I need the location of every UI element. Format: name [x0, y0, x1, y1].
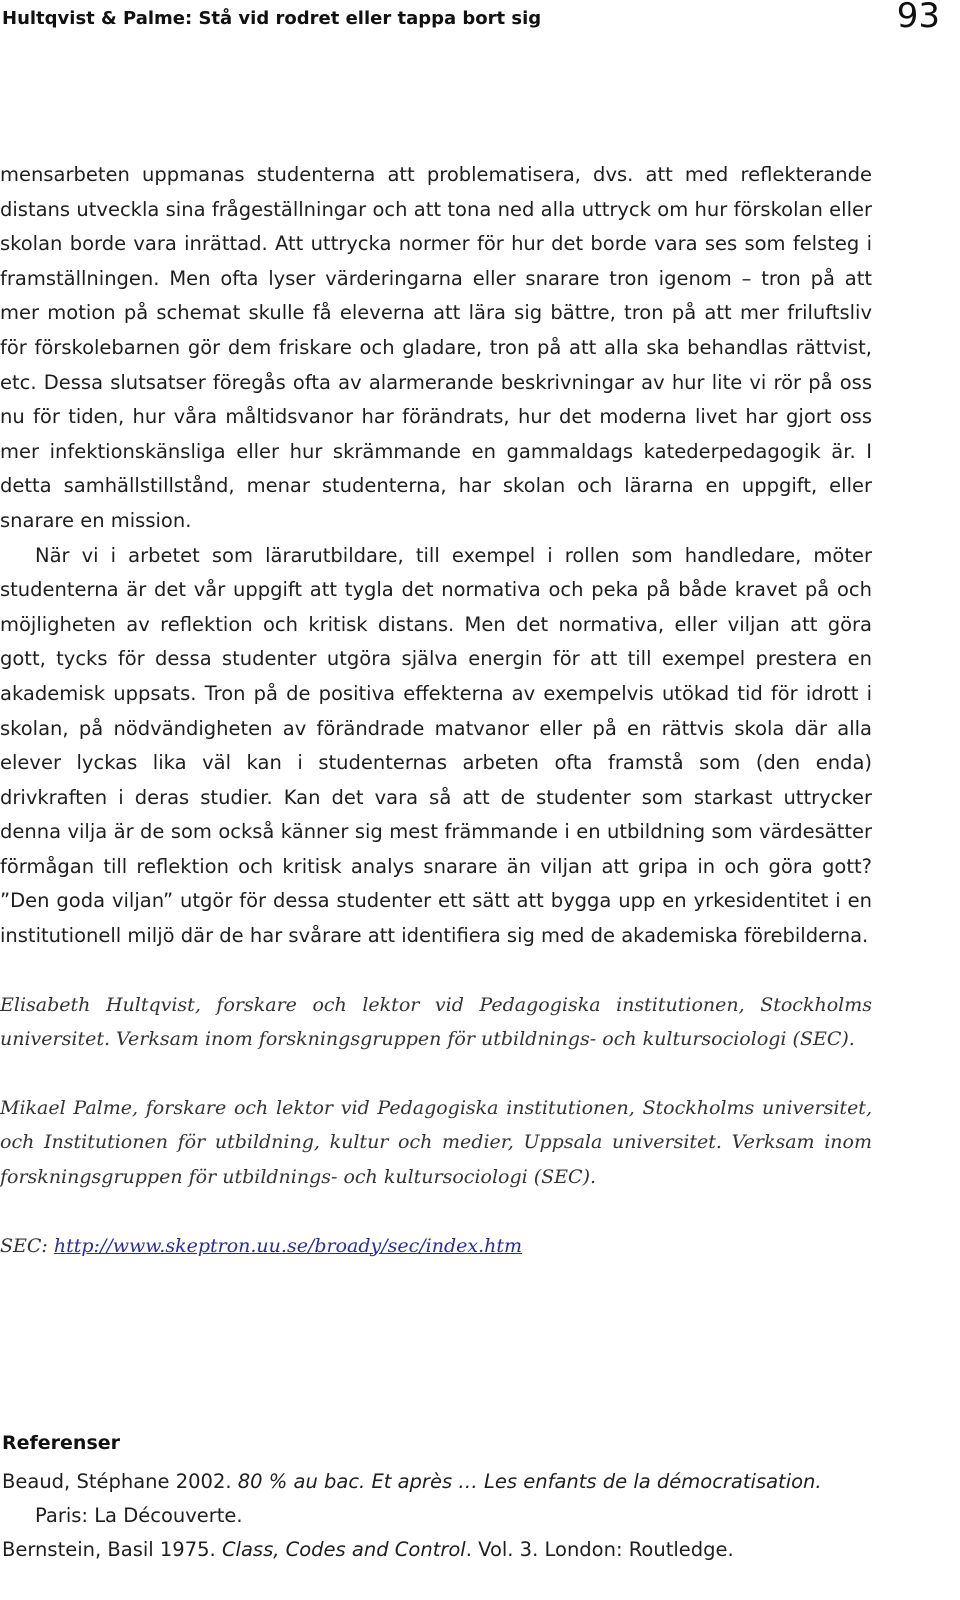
reference-publisher: . Vol. 3. London: Routledge. [465, 1538, 734, 1561]
reference-item [2, 1465, 872, 1533]
body-paragraph-1: mensarbeten uppmanas studenterna att problematisera, dvs. att med reflekterande distans utveckla sina frågeställningar och att tona ned alla uttryck om hur förskolan eller skolan borde vara inrättad. Att uttrycka normer för hur det borde vara ses som felsteg i framställningen. Men ofta lyser värderingarna eller snarare tron igenom – tron på att mer motion på schemat skulle få eleverna att lära sig bättre, tron på att mer friluftsliv för förskolebarnen gör dem friskare och gladare, tron på att alla ska behandlas rättvist, etc. Dessa slutsatser föregås ofta av alarmerande beskrivningar av hur lite vi rör på oss nu för tiden, hur våra måltidsvanor har förändrats, hur det moderna livet har gjort oss mer infektionskänsliga eller hur skrämmande en gammaldags katederpedagogik är. I detta samhällstillstånd, menar studenterna, har skolan och lärarna en uppgift, eller snarare en mission. [0, 163, 872, 532]
reference-publisher: Paris: La Découverte. [35, 1504, 243, 1527]
author-bio-palme: Mikael Palme, forskare och lektor vid Pedagogiska institutionen, Stockholms universitet, och Institutionen för utbildning, kultur och medier, Uppsala universitet. Verksam inom forskningsgruppen för utbildnings- och kultursociologi (SEC). [0, 1096, 872, 1189]
body-paragraph-2: När vi i arbetet som lärarutbildare, till exempel i rollen som handledare, möter studenterna är det vår uppgift att tygla det normativa och peka på både kravet på och möjligheten av reflektion och kritisk distans. Men det normativa, eller viljan att göra gott, tycks för dessa studenter utgöra själva energin för att till exempel prestera en akademisk uppsats. Tron på de positiva effekterna av exempelvis utökad tid för idrott i skolan, på nödvändigheten av förändrade matvanor eller på en rättvis skola där alla elever lyckas lika väl kan i studenternas arbeten ofta framstå som (den enda) drivkraften i deras studier. Kan det vara så att de studenter som starkast uttrycker denna vilja är de som också känner sig mest främmande i en utbildning som värdesätter förmågan till reflektion och kritisk analys snarare än viljan att gripa in och göra gott? ”Den goda viljan” utgör för dessa studenter ett sätt att bygga upp en yrkesidentitet i en institutionell miljö där de har svårare att identifiera sig med de akademiska förebilderna. [0, 543, 872, 948]
author-bio-hultqvist: Elisabeth Hultqvist, forskare och lektor vid Pedagogiska institutionen, Stockholms universitet. Verksam inom forskningsgruppen för utbildnings- och kultursociologi (SEC). [0, 993, 872, 1051]
sec-label: SEC: [0, 1234, 54, 1257]
reference-author: Beaud, Stéphane 2002. [2, 1470, 238, 1493]
reference-title: 80 % au bac. Et après … Les enfants de la démocratisation. [237, 1470, 822, 1493]
sec-link-line [0, 1229, 872, 1264]
main-text [0, 158, 872, 1263]
page-header [0, 0, 960, 40]
running-head: Hultqvist & Palme: Stå vid rodret eller tappa bort sig [2, 8, 542, 29]
reference-title: Class, Codes and Control [221, 1538, 466, 1561]
references-heading: Referenser [2, 1432, 121, 1454]
sec-url-link[interactable]: http://www.skeptron.uu.se/broady/sec/index.htm [53, 1234, 523, 1257]
references-list [2, 1465, 872, 1567]
reference-item [2, 1533, 872, 1567]
page-number: 93 [896, 0, 940, 36]
reference-author: Bernstein, Basil 1975. [2, 1538, 222, 1561]
